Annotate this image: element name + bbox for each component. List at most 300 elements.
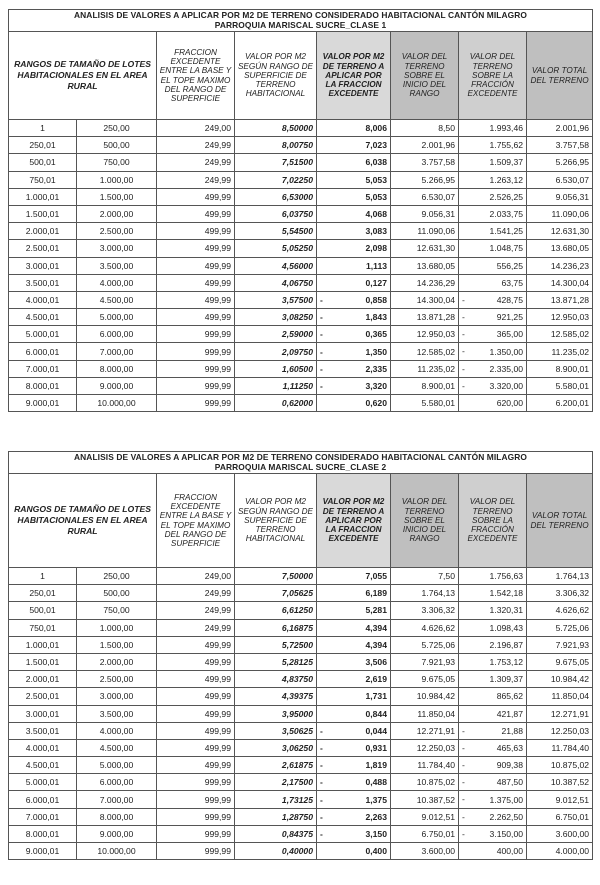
cell-value-per-m2-excess <box>317 825 391 842</box>
cell-value-per-m2-excess <box>317 309 391 326</box>
negative-sign: - <box>320 312 323 323</box>
cell-number: 1,843 <box>365 312 387 323</box>
negative-sign: - <box>320 742 323 753</box>
cell-value-per-m2: 3,57500 <box>235 291 317 308</box>
cell-fraction-excess: 249,99 <box>157 154 235 171</box>
table-body <box>9 120 593 412</box>
table-row <box>9 377 593 394</box>
cell-fraction-excess: 499,99 <box>157 757 235 774</box>
table-row <box>9 360 593 377</box>
cell-number: 428,75 <box>496 294 523 305</box>
table-row <box>9 291 593 308</box>
cell-range-to: 3.500,00 <box>77 257 157 274</box>
cell-value-start: 12.585,02 <box>391 343 459 360</box>
header-fraction: FRACCION EXCEDENTE ENTRE LA BASE Y EL TOPE MAXIMO DEL RANGO DE SUPERFICIE <box>157 474 235 568</box>
cell-value-total: 12.585,02 <box>527 326 593 343</box>
cell-range-from: 4.000,01 <box>9 739 77 756</box>
header-value-m2: VALOR POR M2 SEGÚN RANGO DE SUPERFICIE DE TERRENO HABITACIONAL <box>235 474 317 568</box>
cell-value-total: 10.875,02 <box>527 757 593 774</box>
cell-number: 0,488 <box>365 777 387 788</box>
cell-range-from: 5.000,01 <box>9 774 77 791</box>
cell-number: 21,88 <box>501 725 523 736</box>
cell-value-per-m2: 3,06250 <box>235 739 317 756</box>
cell-fraction-excess: 249,99 <box>157 171 235 188</box>
cell-value-total: 12.250,03 <box>527 722 593 739</box>
cell-number: 2,263 <box>365 811 387 822</box>
cell-value-per-m2-excess: 6,189 <box>317 585 391 602</box>
cell-value-per-m2: 2,09750 <box>235 343 317 360</box>
table-title <box>9 452 593 474</box>
cell-range-from: 4.500,01 <box>9 309 77 326</box>
negative-sign: - <box>320 294 323 305</box>
cell-range-from: 6.000,01 <box>9 791 77 808</box>
cell-value-per-m2-excess: 0,844 <box>317 705 391 722</box>
cell-value-per-m2: 1,28750 <box>235 808 317 825</box>
cell-range-to: 3.500,00 <box>77 705 157 722</box>
cell-value-excess: 1.755,62 <box>459 137 527 154</box>
header-value-start: VALOR DEL TERRENO SOBRE EL INICIO DEL RANGO <box>391 474 459 568</box>
cell-value-start: 12.631,30 <box>391 240 459 257</box>
cell-range-to: 7.000,00 <box>77 791 157 808</box>
cell-value-excess: 2.526,25 <box>459 188 527 205</box>
cell-range-to: 6.000,00 <box>77 774 157 791</box>
table-row <box>9 137 593 154</box>
cell-range-from: 750,01 <box>9 171 77 188</box>
cell-value-excess: 421,87 <box>459 705 527 722</box>
cell-value-per-m2-excess: 0,400 <box>317 843 391 860</box>
cell-value-start: 7.921,93 <box>391 653 459 670</box>
cell-value-per-m2: 5,72500 <box>235 636 317 653</box>
cell-value-per-m2-excess: 5,053 <box>317 188 391 205</box>
cell-range-to: 1.000,00 <box>77 619 157 636</box>
cell-value-total: 14.236,23 <box>527 257 593 274</box>
cell-range-from: 1.500,01 <box>9 205 77 222</box>
cell-value-excess: 556,25 <box>459 257 527 274</box>
header-value-excess: VALOR DEL TERRENO SOBRE LA FRACCIÓN EXCEDENTE <box>459 474 527 568</box>
cell-value-per-m2-excess: 0,127 <box>317 274 391 291</box>
column-headers <box>9 474 593 568</box>
cell-value-per-m2: 0,84375 <box>235 825 317 842</box>
negative-sign: - <box>462 312 465 323</box>
cell-value-excess <box>459 825 527 842</box>
cell-value-start: 10.875,02 <box>391 774 459 791</box>
cell-number: 2.335,00 <box>489 363 523 374</box>
cell-value-excess: 1.509,37 <box>459 154 527 171</box>
cell-range-to: 9.000,00 <box>77 825 157 842</box>
cell-value-per-m2: 3,08250 <box>235 309 317 326</box>
negative-sign: - <box>320 329 323 340</box>
cell-value-total: 13.871,28 <box>527 291 593 308</box>
cell-range-from: 9.000,01 <box>9 843 77 860</box>
cell-range-from: 3.500,01 <box>9 274 77 291</box>
cell-value-excess <box>459 739 527 756</box>
cell-range-from: 1.000,01 <box>9 188 77 205</box>
cell-value-per-m2: 5,28125 <box>235 653 317 670</box>
cell-range-to: 10.000,00 <box>77 843 157 860</box>
negative-sign: - <box>320 725 323 736</box>
cell-range-to: 5.000,00 <box>77 309 157 326</box>
cell-number: 909,38 <box>496 760 523 771</box>
cell-range-from: 6.000,01 <box>9 343 77 360</box>
cell-value-per-m2: 6,61250 <box>235 602 317 619</box>
cell-fraction-excess: 499,99 <box>157 240 235 257</box>
cell-range-to: 4.000,00 <box>77 274 157 291</box>
cell-fraction-excess: 499,99 <box>157 739 235 756</box>
cell-value-per-m2: 2,59000 <box>235 326 317 343</box>
cell-value-total: 3.600,00 <box>527 825 593 842</box>
cell-value-total: 5.725,06 <box>527 619 593 636</box>
cell-value-per-m2-excess: 5,053 <box>317 171 391 188</box>
cell-value-per-m2: 5,05250 <box>235 240 317 257</box>
negative-sign: - <box>462 777 465 788</box>
cell-value-per-m2: 7,02250 <box>235 171 317 188</box>
cell-range-from: 9.000,01 <box>9 395 77 412</box>
cell-value-per-m2-excess <box>317 791 391 808</box>
cell-range-to: 8.000,00 <box>77 808 157 825</box>
cell-value-per-m2: 4,39375 <box>235 688 317 705</box>
cell-value-excess: 2.196,87 <box>459 636 527 653</box>
header-value-total: VALOR TOTAL DEL TERRENO <box>527 474 593 568</box>
table-row <box>9 188 593 205</box>
cell-value-start: 12.950,03 <box>391 326 459 343</box>
cell-value-start: 11.235,02 <box>391 360 459 377</box>
cell-range-to: 250,00 <box>77 568 157 585</box>
table-title-line-2: PARROQUIA MARISCAL SUCRE_CLASE 2 <box>214 461 387 472</box>
cell-range-from: 7.000,01 <box>9 360 77 377</box>
table-row <box>9 343 593 360</box>
cell-value-excess <box>459 343 527 360</box>
cell-value-per-m2: 0,62000 <box>235 395 317 412</box>
cell-number: 1,375 <box>365 794 387 805</box>
cell-fraction-excess: 499,99 <box>157 257 235 274</box>
negative-sign: - <box>462 294 465 305</box>
cell-value-total: 6.530,07 <box>527 171 593 188</box>
table-row <box>9 171 593 188</box>
table-title-line-1: ANALISIS DE VALORES A APLICAR POR M2 DE TERRENO CONSIDERADO HABITACIONAL CANTÓN MILAGRO <box>74 452 528 462</box>
cell-number: 3,150 <box>365 828 387 839</box>
cell-number: 921,25 <box>496 312 523 323</box>
cell-value-start: 6.530,07 <box>391 188 459 205</box>
cell-value-excess: 63,75 <box>459 274 527 291</box>
cell-value-total: 7.921,93 <box>527 636 593 653</box>
cell-range-to: 6.000,00 <box>77 326 157 343</box>
cell-value-per-m2-excess: 4,068 <box>317 205 391 222</box>
cell-value-total: 10.387,52 <box>527 774 593 791</box>
header-value-fraction: VALOR POR M2 DE TERRENO A APLICAR POR LA FRACCION EXCEDENTE <box>317 32 391 120</box>
cell-value-start: 11.090,06 <box>391 223 459 240</box>
cell-value-per-m2: 4,06750 <box>235 274 317 291</box>
cell-value-total: 2.001,96 <box>527 120 593 137</box>
cell-value-per-m2-excess: 3,506 <box>317 653 391 670</box>
cell-range-from: 1 <box>9 568 77 585</box>
cell-range-to: 2.500,00 <box>77 671 157 688</box>
cell-value-total: 4.626,62 <box>527 602 593 619</box>
table-row <box>9 808 593 825</box>
cell-range-to: 8.000,00 <box>77 360 157 377</box>
cell-number: 1,819 <box>365 760 387 771</box>
cell-value-per-m2: 6,03750 <box>235 205 317 222</box>
table-row <box>9 671 593 688</box>
cell-value-per-m2-excess: 0,620 <box>317 395 391 412</box>
cell-range-from: 4.500,01 <box>9 757 77 774</box>
cell-value-total: 8.900,01 <box>527 360 593 377</box>
cell-value-start: 10.387,52 <box>391 791 459 808</box>
cell-range-from: 2.500,01 <box>9 240 77 257</box>
cell-range-to: 4.500,00 <box>77 739 157 756</box>
cell-value-excess <box>459 360 527 377</box>
cell-range-to: 750,00 <box>77 602 157 619</box>
cell-value-per-m2-excess <box>317 739 391 756</box>
table-row <box>9 774 593 791</box>
header-value-fraction: VALOR POR M2 DE TERRENO A APLICAR POR LA FRACCION EXCEDENTE <box>317 474 391 568</box>
cell-number: 365,00 <box>496 329 523 340</box>
cell-range-from: 1.000,01 <box>9 636 77 653</box>
cell-range-from: 2.500,01 <box>9 688 77 705</box>
header-fraction: FRACCION EXCEDENTE ENTRE LA BASE Y EL TOPE MAXIMO DEL RANGO DE SUPERFICIE <box>157 32 235 120</box>
cell-range-to: 2.500,00 <box>77 223 157 240</box>
negative-sign: - <box>320 760 323 771</box>
table-row <box>9 825 593 842</box>
cell-number: 465,63 <box>496 742 523 753</box>
cell-number: 1,350 <box>365 346 387 357</box>
cell-fraction-excess: 999,99 <box>157 360 235 377</box>
negative-sign: - <box>320 777 323 788</box>
cell-value-total: 14.300,04 <box>527 274 593 291</box>
cell-value-per-m2-excess: 4,394 <box>317 636 391 653</box>
cell-fraction-excess: 249,99 <box>157 619 235 636</box>
negative-sign: - <box>320 346 323 357</box>
cell-value-per-m2-excess: 7,023 <box>317 137 391 154</box>
cell-fraction-excess: 249,99 <box>157 137 235 154</box>
cell-number: 3.150,00 <box>489 828 523 839</box>
cell-value-excess: 1.542,18 <box>459 585 527 602</box>
table-row <box>9 739 593 756</box>
cell-value-per-m2-excess: 2,098 <box>317 240 391 257</box>
cell-value-start: 5.725,06 <box>391 636 459 653</box>
table-row <box>9 843 593 860</box>
cell-range-to: 1.500,00 <box>77 636 157 653</box>
cell-fraction-excess: 999,99 <box>157 326 235 343</box>
cell-value-per-m2-excess: 1,113 <box>317 257 391 274</box>
cell-range-from: 1 <box>9 120 77 137</box>
table-row <box>9 636 593 653</box>
cell-range-from: 3.000,01 <box>9 705 77 722</box>
cell-range-to: 4.000,00 <box>77 722 157 739</box>
cell-value-excess <box>459 291 527 308</box>
cell-value-start: 12.250,03 <box>391 739 459 756</box>
cell-fraction-excess: 249,00 <box>157 120 235 137</box>
cell-value-excess <box>459 326 527 343</box>
cell-value-total: 12.950,03 <box>527 309 593 326</box>
cell-value-excess: 2.033,75 <box>459 205 527 222</box>
cell-value-per-m2: 8,00750 <box>235 137 317 154</box>
cell-value-excess <box>459 377 527 394</box>
cell-fraction-excess: 999,99 <box>157 395 235 412</box>
valuation-table-clase-2 <box>8 451 593 860</box>
cell-range-from: 750,01 <box>9 619 77 636</box>
cell-value-per-m2: 6,16875 <box>235 619 317 636</box>
cell-value-start: 5.580,01 <box>391 395 459 412</box>
cell-value-total: 6.200,01 <box>527 395 593 412</box>
cell-fraction-excess: 499,99 <box>157 274 235 291</box>
cell-value-excess: 1.263,12 <box>459 171 527 188</box>
cell-value-excess: 865,62 <box>459 688 527 705</box>
table-row <box>9 568 593 585</box>
cell-fraction-excess: 249,00 <box>157 568 235 585</box>
table-row <box>9 274 593 291</box>
cell-range-to: 7.000,00 <box>77 343 157 360</box>
cell-value-per-m2-excess <box>317 808 391 825</box>
header-ranges: RANGOS DE TAMAÑO DE LOTES HABITACIONALES EN EL AREA RURAL <box>9 474 157 568</box>
cell-value-total: 9.675,05 <box>527 653 593 670</box>
cell-value-per-m2-excess <box>317 774 391 791</box>
table-row <box>9 653 593 670</box>
negative-sign: - <box>462 828 465 839</box>
cell-value-per-m2: 3,50625 <box>235 722 317 739</box>
cell-range-from: 3.500,01 <box>9 722 77 739</box>
cell-value-per-m2: 1,73125 <box>235 791 317 808</box>
cell-value-per-m2-excess: 8,006 <box>317 120 391 137</box>
table-row <box>9 395 593 412</box>
table-row <box>9 257 593 274</box>
cell-range-from: 2.000,01 <box>9 223 77 240</box>
cell-fraction-excess: 999,99 <box>157 825 235 842</box>
cell-value-excess <box>459 309 527 326</box>
cell-fraction-excess: 499,99 <box>157 653 235 670</box>
cell-value-total: 3.306,32 <box>527 585 593 602</box>
cell-value-per-m2-excess: 5,281 <box>317 602 391 619</box>
cell-value-per-m2: 8,50000 <box>235 120 317 137</box>
table-row <box>9 154 593 171</box>
header-value-start: VALOR DEL TERRENO SOBRE EL INICIO DEL RANGO <box>391 32 459 120</box>
cell-value-excess <box>459 808 527 825</box>
cell-fraction-excess: 999,99 <box>157 808 235 825</box>
cell-fraction-excess: 499,99 <box>157 671 235 688</box>
cell-value-start: 2.001,96 <box>391 137 459 154</box>
cell-value-start: 3.757,58 <box>391 154 459 171</box>
table-row <box>9 326 593 343</box>
cell-range-to: 4.500,00 <box>77 291 157 308</box>
cell-value-total: 4.000,00 <box>527 843 593 860</box>
cell-value-total: 9.056,31 <box>527 188 593 205</box>
cell-value-start: 12.271,91 <box>391 722 459 739</box>
cell-value-start: 8,50 <box>391 120 459 137</box>
table-row <box>9 722 593 739</box>
cell-number: 1.375,00 <box>489 794 523 805</box>
cell-fraction-excess: 999,99 <box>157 377 235 394</box>
negative-sign: - <box>320 794 323 805</box>
cell-fraction-excess: 999,99 <box>157 774 235 791</box>
cell-number: 1.350,00 <box>489 346 523 357</box>
negative-sign: - <box>462 742 465 753</box>
cell-value-total: 11.784,40 <box>527 739 593 756</box>
table-row <box>9 757 593 774</box>
cell-value-excess <box>459 722 527 739</box>
cell-value-excess <box>459 791 527 808</box>
cell-value-total: 11.090,06 <box>527 205 593 222</box>
table-row <box>9 688 593 705</box>
cell-fraction-excess: 999,99 <box>157 791 235 808</box>
cell-fraction-excess: 499,99 <box>157 291 235 308</box>
cell-value-excess: 1.541,25 <box>459 223 527 240</box>
cell-range-to: 500,00 <box>77 585 157 602</box>
cell-range-to: 1.500,00 <box>77 188 157 205</box>
cell-value-total: 11.235,02 <box>527 343 593 360</box>
cell-value-per-m2-excess <box>317 326 391 343</box>
cell-fraction-excess: 249,99 <box>157 585 235 602</box>
cell-value-per-m2: 5,54500 <box>235 223 317 240</box>
cell-value-per-m2-excess <box>317 722 391 739</box>
cell-range-from: 5.000,01 <box>9 326 77 343</box>
cell-number: 2,335 <box>365 363 387 374</box>
table-title <box>9 10 593 32</box>
cell-value-total: 13.680,05 <box>527 240 593 257</box>
cell-value-start: 3.306,32 <box>391 602 459 619</box>
cell-value-excess: 1.753,12 <box>459 653 527 670</box>
cell-range-from: 7.000,01 <box>9 808 77 825</box>
table-row <box>9 602 593 619</box>
cell-fraction-excess: 499,99 <box>157 636 235 653</box>
negative-sign: - <box>462 760 465 771</box>
cell-value-start: 14.300,04 <box>391 291 459 308</box>
cell-value-start: 13.871,28 <box>391 309 459 326</box>
cell-range-to: 2.000,00 <box>77 205 157 222</box>
negative-sign: - <box>320 811 323 822</box>
table-row <box>9 223 593 240</box>
cell-value-per-m2: 3,95000 <box>235 705 317 722</box>
cell-value-start: 13.680,05 <box>391 257 459 274</box>
cell-value-start: 9.056,31 <box>391 205 459 222</box>
negative-sign: - <box>320 363 323 374</box>
cell-value-total: 12.631,30 <box>527 223 593 240</box>
cell-fraction-excess: 249,99 <box>157 602 235 619</box>
cell-value-per-m2: 4,56000 <box>235 257 317 274</box>
cell-range-to: 1.000,00 <box>77 171 157 188</box>
cell-value-per-m2: 4,83750 <box>235 671 317 688</box>
cell-value-per-m2-excess <box>317 377 391 394</box>
cell-value-excess: 1.756,63 <box>459 568 527 585</box>
cell-value-per-m2-excess: 7,055 <box>317 568 391 585</box>
cell-value-per-m2-excess: 6,038 <box>317 154 391 171</box>
cell-fraction-excess: 499,99 <box>157 688 235 705</box>
cell-range-from: 500,01 <box>9 602 77 619</box>
cell-value-total: 9.012,51 <box>527 791 593 808</box>
table-row <box>9 705 593 722</box>
cell-value-excess: 1.309,37 <box>459 671 527 688</box>
cell-value-per-m2: 6,53000 <box>235 188 317 205</box>
cell-fraction-excess: 499,99 <box>157 309 235 326</box>
negative-sign: - <box>462 794 465 805</box>
negative-sign: - <box>320 828 323 839</box>
header-value-excess: VALOR DEL TERRENO SOBRE LA FRACCIÓN EXCEDENTE <box>459 32 527 120</box>
table-row <box>9 585 593 602</box>
header-value-total: VALOR TOTAL DEL TERRENO <box>527 32 593 120</box>
cell-value-per-m2-excess: 3,083 <box>317 223 391 240</box>
cell-range-from: 4.000,01 <box>9 291 77 308</box>
cell-number: 0,931 <box>365 742 387 753</box>
cell-range-to: 9.000,00 <box>77 377 157 394</box>
valuation-table-clase-1 <box>8 9 593 412</box>
table-row <box>9 240 593 257</box>
cell-value-excess: 1.048,75 <box>459 240 527 257</box>
cell-value-start: 11.784,40 <box>391 757 459 774</box>
negative-sign: - <box>462 380 465 391</box>
cell-fraction-excess: 999,99 <box>157 843 235 860</box>
cell-value-total: 6.750,01 <box>527 808 593 825</box>
cell-number: 2.262,50 <box>489 811 523 822</box>
header-value-m2: VALOR POR M2 SEGÚN RANGO DE SUPERFICIE DE TERRENO HABITACIONAL <box>235 32 317 120</box>
cell-number: 0,044 <box>365 725 387 736</box>
